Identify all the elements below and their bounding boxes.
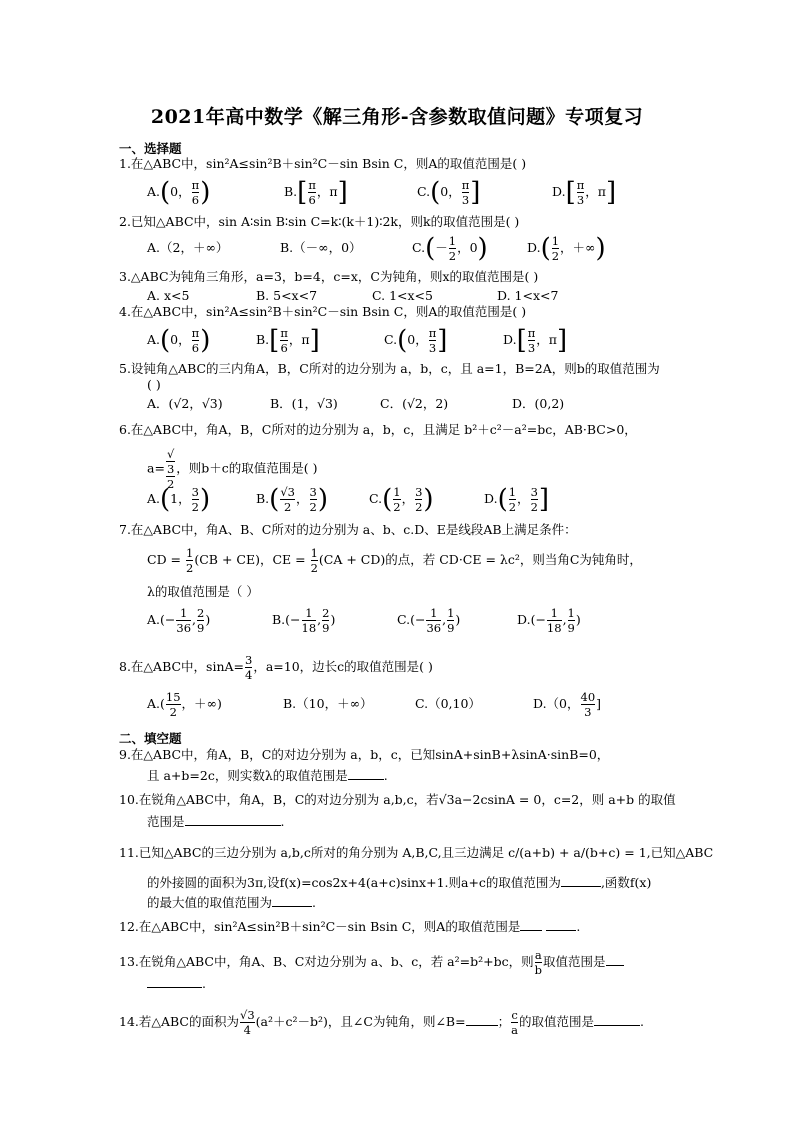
q6-option-c: C.( $\frac{1}{2}$ ， $\frac{3}{2}$ ) bbox=[369, 484, 434, 515]
q7-option-d: D.(− $\frac{1}{18}$ , $\frac{1}{9}$ ) bbox=[517, 606, 581, 635]
q4-option-d: D.[ $\frac{\pi}{3}$ ，π] bbox=[503, 325, 568, 356]
q6-option-b: B.( $\frac{√3}{2}$ ， $\frac{3}{2}$ ) bbox=[256, 484, 328, 515]
question-11-line2: 的外接圆的面积为3π,设f(x)=cos2x+4(a+c)sinx+1.则a+c的取值范围为 ,函数f(x) bbox=[147, 875, 652, 890]
q1-option-c: C.(0， $\frac{\pi}{3}$ ] bbox=[417, 177, 481, 208]
q4-option-c: C.(0， $\frac{\pi}{3}$ ] bbox=[384, 325, 448, 356]
question-6: 6.在△ABC中，角A，B，C所对的边分别为 a，b，c，且满足 b²＋c²－a²=bc，AB·BC>0， bbox=[119, 422, 637, 437]
question-6-line2: a= √ 3 2 ，则b＋c的取值范围是( ) bbox=[147, 447, 318, 491]
section-choice: 一、选择题 bbox=[119, 141, 182, 156]
q7-option-c: C.(− $\frac{1}{36}$ , $\frac{1}{9}$ ) bbox=[397, 606, 461, 635]
q2-option-c: C.(－ $\frac{1}{2}$ ，0) bbox=[412, 233, 488, 264]
q3-option-a: A. x<5 bbox=[147, 288, 190, 303]
q2-option-a: A.（2，＋∞） bbox=[147, 240, 229, 255]
q5-option-a: A．(√2，√3) bbox=[147, 396, 223, 411]
question-2: 2.已知△ABC中，sin A∶sin B∶sin C=k∶(k＋1)∶2k，则k的取值范围是( ) bbox=[119, 214, 520, 229]
question-7-line2: CD = $\frac{1}{2}$ (CB + CE)，CE = $\frac{1}{2}$ (CA + CD)的点，若 CD·CE = λc²，则当角C为钝角时， bbox=[147, 546, 642, 575]
q4-option-b: B.[ $\frac{\pi}{6}$ ，π] bbox=[256, 325, 320, 356]
q7-option-a: A.(− $\frac{1}{36}$ , $\frac{2}{9}$ ) bbox=[147, 606, 211, 635]
q8-option-c: C.（0,10） bbox=[415, 696, 481, 711]
question-9-line2: 且 a+b=2c，则实数λ的取值范围是 . bbox=[147, 768, 388, 783]
question-3: 3.△ABC为钝角三角形，a=3，b=4，c=x，C为钝角，则x的取值范围是( ) bbox=[119, 269, 539, 284]
q5-option-b: B．(1，√3) bbox=[270, 396, 338, 411]
q8-option-b: B.（10，＋∞） bbox=[283, 696, 373, 711]
question-7: 7.在△ABC中，角A、B、C所对的边分别为 a、b、c.D、E是线段AB上满足条件： bbox=[119, 522, 577, 537]
question-13: 13.在锐角△ABC中，角A、B、C对边分别为 a、b、c，若 a²=b²+bc，则 $\frac{a}{b}$ 取值范围是 bbox=[119, 948, 624, 977]
question-11-line3: 的最大值的取值范围为 . bbox=[147, 895, 316, 910]
q1-option-a: A.(0， $\frac{\pi}{6}$ ) bbox=[147, 177, 211, 208]
question-1: 1.在△ABC中，sin²A≤sin²B＋sin²C－sin Bsin C，则A的取值范围是( ) bbox=[119, 156, 527, 171]
q3-option-d: D. 1<x<7 bbox=[497, 288, 559, 303]
q4-option-a: A.(0， $\frac{\pi}{6}$ ) bbox=[147, 325, 211, 356]
q5-option-c: C．(√2，2) bbox=[380, 396, 449, 411]
question-7-line3: λ的取值范围是（ ） bbox=[147, 584, 259, 599]
q2-option-d: D.( $\frac{1}{2}$ ，＋∞) bbox=[527, 233, 606, 264]
q5-option-d: D．(0,2) bbox=[512, 396, 565, 411]
section-fill: 二、填空题 bbox=[119, 731, 182, 746]
q1-option-b: B.[ $\frac{\pi}{6}$ ，π] bbox=[284, 177, 348, 208]
page-title: 2021年高中数学《解三角形-含参数取值问题》专项复习 bbox=[150, 106, 644, 128]
q3-option-c: C. 1<x<5 bbox=[372, 288, 433, 303]
q7-option-b: B.(− $\frac{1}{18}$ , $\frac{2}{9}$ ) bbox=[272, 606, 336, 635]
q8-option-a: A.( $\frac{15}{2}$ ，＋∞) bbox=[147, 690, 222, 719]
question-8: 8.在△ABC中，sinA= $\frac{3}{4}$ ，a=10，边长c的取值范围是( ) bbox=[119, 653, 433, 682]
question-9: 9.在△ABC中，角A，B，C的对边分别为 a，b，c，已知sinA+sinB+λsinA·sinB=0， bbox=[119, 747, 610, 762]
q1-option-d: D.[ $\frac{\pi}{3}$ ，π] bbox=[552, 177, 617, 208]
question-5: 5.设钝角△ABC的三内角A，B，C所对的边分别为 a，b，c，且 a=1，B=2A，则b的取值范围为 bbox=[119, 361, 660, 376]
question-12: 12.在△ABC中，sin²A≤sin²B＋sin²C－sin Bsin C，则A的取值范围是 . bbox=[119, 919, 581, 934]
question-11: 11.已知△ABC的三边分别为 a,b,c所对的角分别为 A,B,C,且三边满足 c/(a+b) + a/(b+c) = 1,已知△ABC bbox=[119, 845, 714, 860]
question-10: 10.在锐角△ABC中，角A，B，C的对边分别为 a,b,c，若√3a−2csinA = 0，c=2，则 a+b 的取值 bbox=[119, 792, 676, 807]
q3-option-b: B. 5<x<7 bbox=[256, 288, 318, 303]
question-4: 4.在△ABC中，sin²A≤sin²B＋sin²C－sin Bsin C，则A的取值范围是( ) bbox=[119, 304, 527, 319]
q2-option-b: B.（－∞，0） bbox=[280, 240, 362, 255]
q6-option-a: A.(1， $\frac{3}{2}$ ) bbox=[147, 484, 211, 515]
question-13-blank: . bbox=[147, 975, 206, 992]
q8-option-d: D.（0， $\frac{40}{3}$ ] bbox=[533, 690, 602, 719]
question-5-paren: ( ) bbox=[147, 377, 161, 392]
q6-option-d: D.( $\frac{1}{2}$ ， $\frac{3}{2}$ ] bbox=[484, 484, 550, 515]
question-10-line2: 范围是 . bbox=[147, 814, 285, 829]
question-14: 14.若△ABC的面积为 $\frac{√3}{4}$ (a²＋c²－b²)，且∠C为钝角，则∠B= ； $\frac{c}{a}$ 的取值范围是 . bbox=[119, 1008, 644, 1037]
